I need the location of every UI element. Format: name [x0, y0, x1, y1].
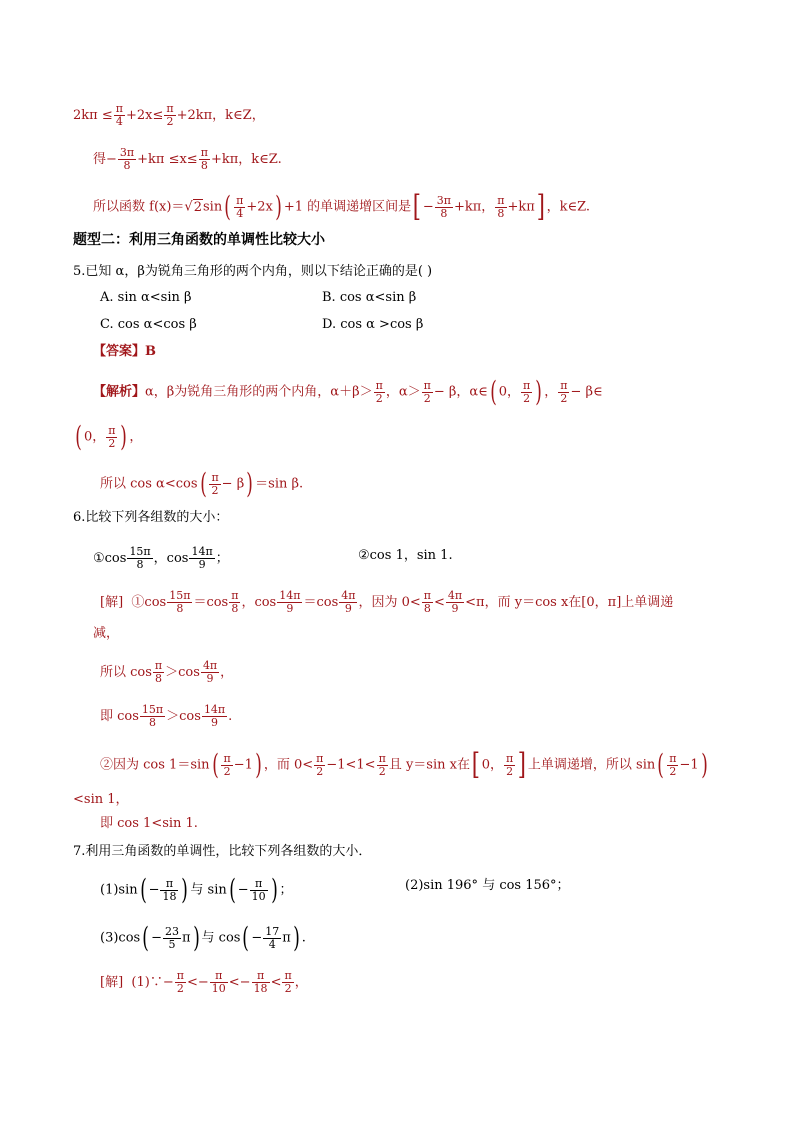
q7-part2: (2)sin 196° 与 cos 156°； [405, 878, 570, 893]
interval-inequality-line: 2kπ ≤ $\frac{\pi}{4}$ +2x≤ $\frac{\pi}{2}$ +2kπ，k∈Z， [73, 102, 265, 128]
q5-explanation-line1: 【解析】α，β为锐角三角形的两个内角，α＋β＞ $\frac{\pi}{2}$ ，α＞ $\frac{\pi}{2}$ − β，α∈( 0， $\frac{\pi}{2}$ ) ， $\frac{\pi}{2}$ − β∈ [93, 375, 603, 408]
option-d: D. cos α >cos β [322, 317, 424, 332]
question-7-stem: 7.利用三角函数的单调性，比较下列各组数的大小． [73, 844, 372, 859]
q6-part2: ②cos 1，sin 1. [358, 548, 453, 563]
answer-label: 【答案】B [93, 344, 156, 359]
fraction: $\frac{3\pi}{8}$ [119, 146, 135, 172]
fraction: $\frac{3\pi}{8}$ [436, 193, 451, 220]
option-a: A. sin α<sin β [100, 290, 192, 305]
fraction: $\frac{\pi}{4}$ [115, 102, 123, 128]
fraction: $\frac{\pi}{4}$ [236, 193, 244, 220]
fraction: $\frac{\pi}{8}$ [200, 146, 208, 172]
q6-part1: ①cos $\frac{15\pi}{8}$ ，cos $\frac{14\pi}{9}$ ； [93, 545, 229, 571]
fraction: $\frac{\pi}{8}$ [497, 193, 505, 220]
section-heading: 题型二：利用三角函数的单调性比较大小 [73, 232, 325, 248]
q6-solution-part2: ②因为 cos 1＝sin( $\frac{\pi}{2}$ −1) ，而 0< $\frac{\pi}{2}$ −1<1< $\frac{\pi}{2}$ 且 y＝sin x在[ 0， $\frac{\pi}{2}$ ] 上单调递增，所以 sin( $\frac{\pi}{2}$ −1) [100, 747, 708, 782]
q6-conclusion: 即 cos 1<sin 1. [100, 816, 198, 831]
solve-inequality-line: 得− $\frac{3\pi}{8}$ +kπ ≤x≤ $\frac{\pi}{8}$ +kπ，k∈Z. [93, 146, 282, 172]
option-b: B. cos α<sin β [322, 290, 417, 305]
sqrt-symbol: √ [184, 199, 193, 215]
question-6-stem: 6.比较下列各组数的大小： [73, 510, 229, 525]
option-c: C. cos α<cos β [100, 317, 197, 332]
q6-solution-line3: 即 cos $\frac{15\pi}{8}$ ＞cos $\frac{14\pi}{9}$ . [100, 703, 233, 729]
q7-part3: (3)cos( − $\frac{23}{5}$ π) 与 cos( − $\frac{17}{4}$ π) . [100, 921, 306, 954]
q6-solution-line2: 所以 cos $\frac{\pi}{8}$ ＞cos $\frac{4\pi}{9}$ ， [100, 659, 234, 685]
q7-solution-line1: [解] (1)∵− $\frac{\pi}{2}$ <− $\frac{\pi}{10}$ <− $\frac{\pi}{18}$ < $\frac{\pi}{2}$ ， [100, 969, 308, 995]
increasing-interval-line: 所以函数 f(x)＝√2sin( $\frac{\pi}{4}$ +2x) +1 的单调递增区间是[ − $\frac{3\pi}{8}$ +kπ， $\frac{\pi}{8}$ +kπ] ，k∈Z. [93, 189, 591, 224]
q6-solution-line1: [解] ①cos $\frac{15\pi}{8}$ ＝cos $\frac{\pi}{8}$ ，cos $\frac{14\pi}{9}$ ＝cos $\frac{4\pi}{9}$ ，因为 0< $\frac{\pi}{8}$ < $\frac{4\pi}{9}$ <π，而 y＝cos x在[0，π]上单调递 [100, 589, 674, 615]
q5-explanation-line2: ( 0， $\frac{\pi}{2}$ ) ， [75, 420, 143, 453]
q6-solution-part2-cont: <sin 1， [73, 792, 129, 807]
sqrt-argument: 2 [193, 199, 202, 215]
fraction: $\frac{\pi}{2}$ [166, 102, 174, 128]
question-5-stem: 5.已知 α，β为锐角三角形的两个内角，则以下结论正确的是( ) [73, 264, 433, 279]
q7-part1: (1)sin( − $\frac{\pi}{18}$ ) 与 sin( − $\frac{\pi}{10}$ ) ； [100, 873, 293, 906]
q5-conclusion: 所以 cos α<cos( $\frac{\pi}{2}$ − β) ＝sin β. [100, 467, 304, 500]
q6-solution-line1-cont: 减， [93, 626, 120, 641]
